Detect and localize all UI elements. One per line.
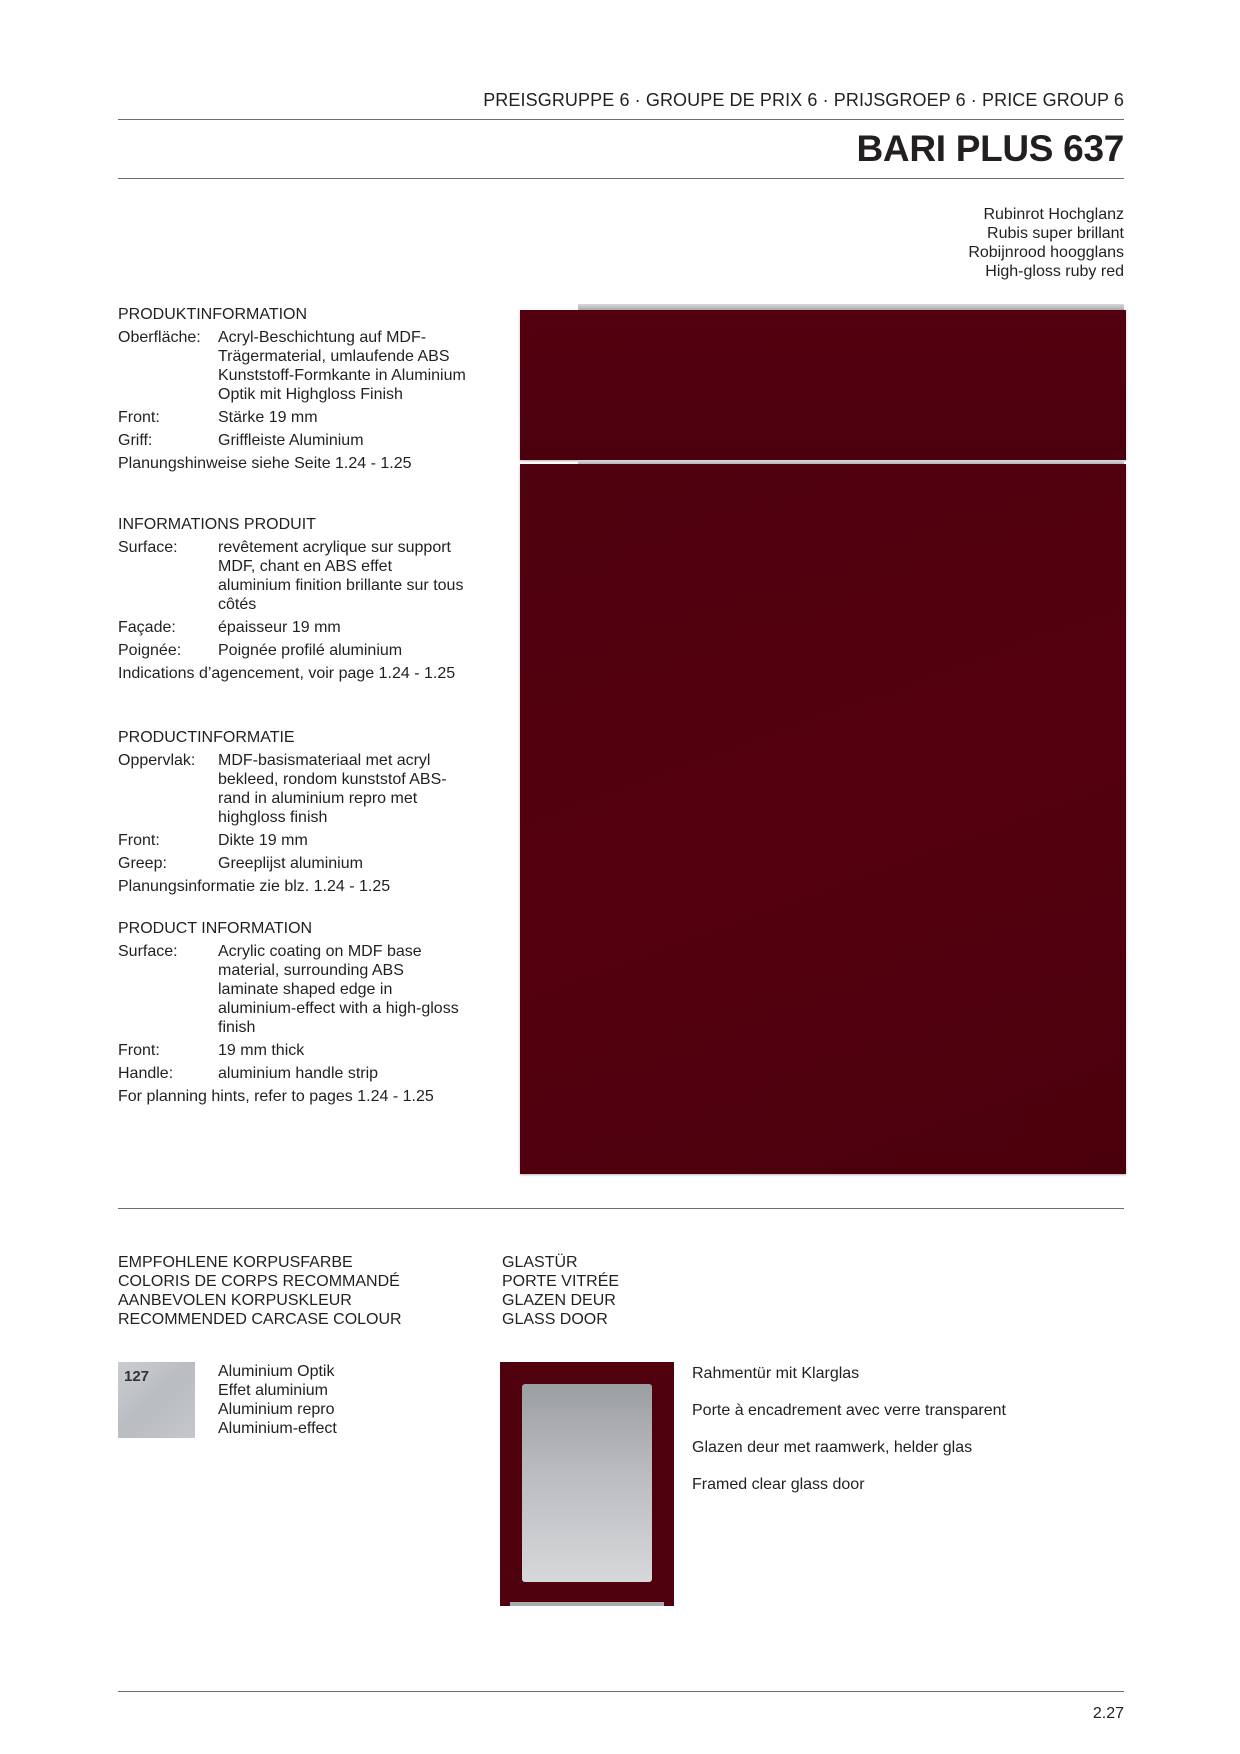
info-value: revêtement acrylique sur support MDF, chant en ABS effet aluminium finition brillante sur tous côtés bbox=[218, 539, 464, 613]
info-row bbox=[118, 641, 478, 660]
glass-pane bbox=[522, 1384, 652, 1582]
product-title: BARI PLUS 637 bbox=[856, 128, 1124, 169]
info-label: Front: bbox=[118, 1042, 160, 1059]
page-number: 2.27 bbox=[1092, 1705, 1124, 1722]
info-row bbox=[118, 854, 478, 873]
info-label: Oberfläche: bbox=[118, 329, 201, 346]
info-value: Dikte 19 mm bbox=[218, 832, 308, 849]
info-row bbox=[118, 538, 478, 614]
info-heading: PRODUKTINFORMATION bbox=[118, 306, 308, 323]
glass-door-desc-en: Framed clear glass door bbox=[692, 1476, 865, 1493]
glass-door-image bbox=[500, 1362, 674, 1606]
info-row bbox=[118, 328, 478, 404]
info-value: Stärke 19 mm bbox=[218, 409, 318, 426]
info-row bbox=[118, 942, 478, 1037]
info-label: Surface: bbox=[118, 943, 178, 960]
info-note: Planungsinformatie zie blz. 1.24 - 1.25 bbox=[118, 878, 391, 895]
info-block-fr bbox=[118, 515, 478, 683]
info-label: Oppervlak: bbox=[118, 752, 196, 769]
info-heading: PRODUCTINFORMATIE bbox=[118, 729, 295, 746]
carcase-color-names bbox=[218, 1362, 337, 1438]
carcase-heading-fr: COLORIS DE CORPS RECOMMANDÉ bbox=[118, 1273, 400, 1290]
carcase-color-name-fr: Effet aluminium bbox=[218, 1382, 328, 1399]
carcase-color-name-de: Aluminium Optik bbox=[218, 1363, 335, 1380]
carcase-color-swatch bbox=[118, 1362, 195, 1438]
color-name-list bbox=[968, 205, 1124, 281]
color-name-en: High-gloss ruby red bbox=[985, 263, 1124, 280]
info-heading: PRODUCT INFORMATION bbox=[118, 920, 313, 937]
info-value: Griffleiste Aluminium bbox=[218, 432, 364, 449]
header-rule-top bbox=[118, 119, 1124, 120]
info-label: Griff: bbox=[118, 432, 153, 449]
info-label: Façade: bbox=[118, 619, 176, 636]
info-row bbox=[118, 408, 478, 427]
glass-door-desc-nl: Glazen deur met raamwerk, helder glas bbox=[692, 1439, 973, 1456]
glass-door-heading-en: GLASS DOOR bbox=[502, 1311, 608, 1328]
glass-door-desc-de: Rahmentür mit Klarglas bbox=[692, 1365, 860, 1382]
info-value: Greeplijst aluminium bbox=[218, 855, 363, 872]
info-block-de bbox=[118, 305, 478, 473]
info-label: Poignée: bbox=[118, 642, 182, 659]
carcase-color-code: 127 bbox=[124, 1368, 150, 1385]
info-label: Handle: bbox=[118, 1065, 174, 1082]
carcase-heading bbox=[118, 1253, 402, 1329]
glass-door-heading-fr: PORTE VITRÉE bbox=[502, 1273, 620, 1290]
info-row bbox=[118, 1064, 478, 1083]
carcase-color-name-en: Aluminium-effect bbox=[218, 1420, 337, 1437]
color-name-nl: Robijnrood hoogglans bbox=[968, 244, 1124, 261]
info-row bbox=[118, 831, 478, 850]
info-row bbox=[118, 751, 478, 827]
info-heading: INFORMATIONS PRODUIT bbox=[118, 516, 316, 533]
info-row bbox=[118, 431, 478, 450]
glass-door-desc-fr: Porte à encadrement avec verre transparent bbox=[692, 1402, 1006, 1419]
info-value: 19 mm thick bbox=[218, 1042, 305, 1059]
info-row bbox=[118, 1041, 478, 1060]
info-value: Acryl-Beschichtung auf MDF-Trägermaterial, umlaufende ABS Kunststoff-Formkante in Aluminium Optik mit Highgloss Finish bbox=[218, 329, 466, 403]
info-row bbox=[118, 618, 478, 637]
info-note: Indications d’agencement, voir page 1.24 - 1.25 bbox=[118, 665, 456, 682]
info-value: MDF-basismateriaal met acryl bekleed, rondom kunststof ABS-rand in aluminium repro met highgloss finish bbox=[218, 752, 447, 826]
info-value: aluminium handle strip bbox=[218, 1065, 379, 1082]
door-front bbox=[520, 464, 1126, 1174]
glass-door-heading-nl: GLAZEN DEUR bbox=[502, 1292, 616, 1309]
info-value: Acrylic coating on MDF base material, surrounding ABS laminate shaped edge in aluminium-effect with a high-gloss finish bbox=[218, 943, 459, 1036]
info-note: Planungshinweise siehe Seite 1.24 - 1.25 bbox=[118, 455, 412, 472]
info-block-nl bbox=[118, 728, 478, 896]
glass-door-heading-de: GLASTÜR bbox=[502, 1254, 578, 1271]
section-rule bbox=[118, 1208, 1124, 1209]
glass-door-descriptions bbox=[692, 1364, 1006, 1512]
info-label: Front: bbox=[118, 409, 160, 426]
glass-door-handle bbox=[510, 1602, 664, 1606]
info-label: Greep: bbox=[118, 855, 167, 872]
carcase-heading-nl: AANBEVOLEN KORPUSKLEUR bbox=[118, 1292, 352, 1309]
color-name-de: Rubinrot Hochglanz bbox=[983, 206, 1124, 223]
drawer-front bbox=[520, 310, 1126, 460]
carcase-heading-en: RECOMMENDED CARCASE COLOUR bbox=[118, 1311, 402, 1328]
info-block-en bbox=[118, 919, 478, 1106]
info-value: Poignée profilé aluminium bbox=[218, 642, 403, 659]
glass-door-heading bbox=[502, 1253, 619, 1329]
info-label: Front: bbox=[118, 832, 160, 849]
header-rule-bottom bbox=[118, 178, 1124, 179]
color-name-fr: Rubis super brillant bbox=[987, 225, 1124, 242]
product-front-image bbox=[520, 304, 1126, 1174]
price-group-heading: PREISGRUPPE 6 · GROUPE DE PRIX 6 · PRIJSGROEP 6 · PRICE GROUP 6 bbox=[483, 90, 1124, 110]
footer-rule bbox=[118, 1691, 1124, 1692]
carcase-color-name-nl: Aluminium repro bbox=[218, 1401, 335, 1418]
info-value: épaisseur 19 mm bbox=[218, 619, 341, 636]
info-label: Surface: bbox=[118, 539, 178, 556]
carcase-heading-de: EMPFOHLENE KORPUSFARBE bbox=[118, 1254, 353, 1271]
info-note: For planning hints, refer to pages 1.24 - 1.25 bbox=[118, 1088, 434, 1105]
